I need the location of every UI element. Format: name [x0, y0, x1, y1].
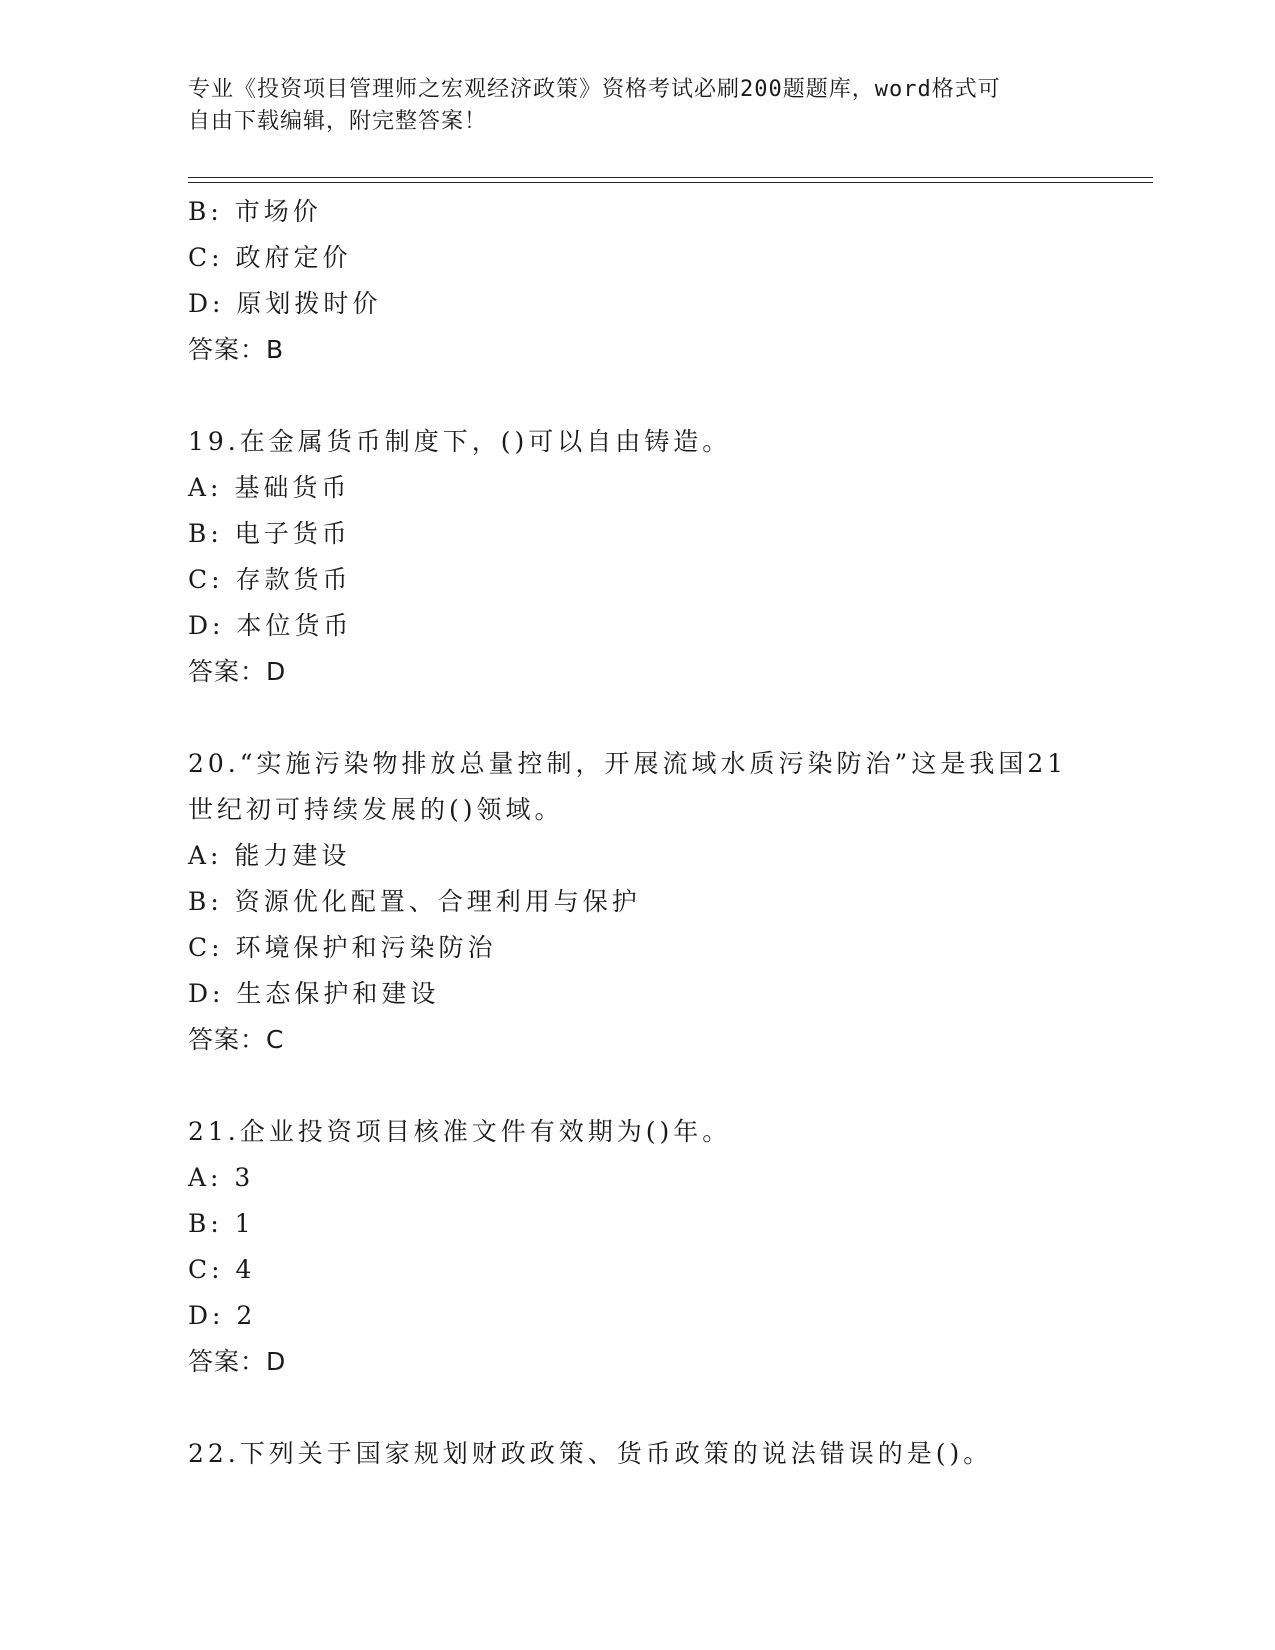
option-c: C: 4	[188, 1255, 256, 1284]
question-19	[188, 419, 1088, 695]
option-d: D: 2	[188, 1301, 257, 1330]
question-stem: 21.企业投资项目核准文件有效期为()年。	[188, 1117, 732, 1146]
question-22	[188, 1431, 1088, 1477]
answer: 答案：C	[188, 1025, 285, 1054]
question-21	[188, 1109, 1088, 1385]
question-stem: 19.在金属货币制度下，()可以自由铸造。	[188, 427, 732, 456]
question-18-continued	[188, 189, 1088, 373]
option-b: B: 市场价	[188, 197, 322, 226]
question-stem: 22.下列关于国家规划财政政策、货币政策的说法错误的是()。	[188, 1439, 993, 1468]
question-list	[188, 189, 1088, 1477]
option-d: D: 本位货币	[188, 611, 353, 640]
question-stem-continued: 世纪初可持续发展的()领域。	[188, 795, 564, 824]
answer: 答案：B	[188, 335, 285, 364]
question-stem: 20.“实施污染物排放总量控制，开展流域水质污染防治”这是我国21	[188, 749, 1068, 778]
option-b: B: 1	[188, 1209, 255, 1238]
header-line-2: 自由下载编辑，附完整答案！	[188, 109, 488, 134]
header-line-1: 专业《投资项目管理师之宏观经济政策》资格考试必刷200题题库，word格式可	[188, 77, 1001, 102]
header-divider-bottom	[188, 182, 1153, 183]
option-c: C: 存款货币	[188, 565, 352, 594]
option-a: A: 基础货币	[188, 473, 351, 502]
option-d: D: 原划拨时价	[188, 289, 382, 318]
answer: 答案：D	[188, 1347, 287, 1376]
answer: 答案：D	[188, 657, 287, 686]
option-c: C: 环境保护和污染防治	[188, 933, 497, 962]
option-a: A: 3	[188, 1163, 255, 1192]
document-header	[188, 74, 1068, 138]
question-20	[188, 741, 1088, 1063]
option-b: B: 电子货币	[188, 519, 351, 548]
option-a: A: 能力建设	[188, 841, 351, 870]
option-d: D: 生态保护和建设	[188, 979, 440, 1008]
option-b: B: 资源优化配置、合理利用与保护	[188, 887, 641, 916]
header-divider-top	[188, 177, 1153, 178]
option-c: C: 政府定价	[188, 243, 352, 272]
